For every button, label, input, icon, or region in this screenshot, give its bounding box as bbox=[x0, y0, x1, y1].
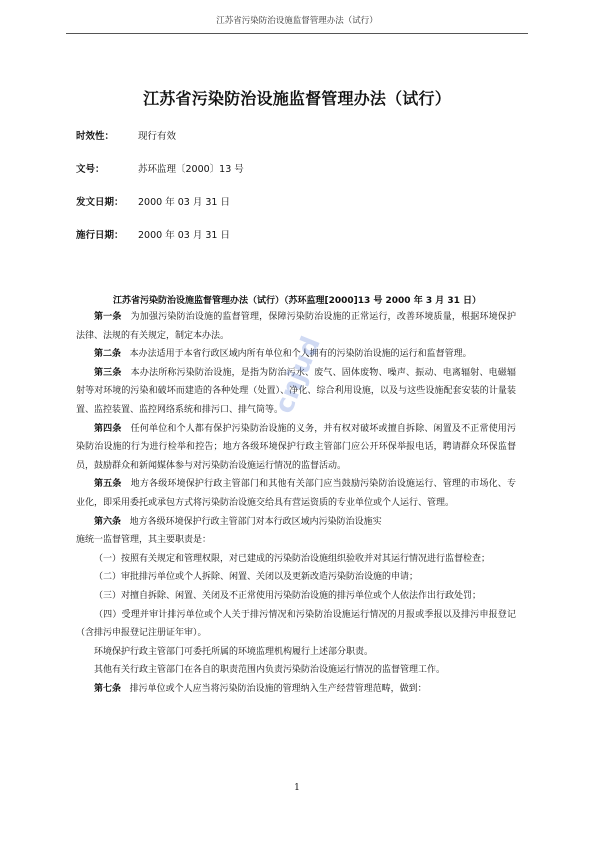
meta-key: 时效性： bbox=[76, 131, 115, 142]
running-header: 江苏省污染防治设施监督管理办法（试行） bbox=[216, 16, 378, 26]
paragraph-text: 地方各级环境保护行政主管部门对本行政区域内污染防治设施实 bbox=[129, 516, 382, 527]
meta-row-doc-number bbox=[76, 161, 516, 175]
meta-row-validity bbox=[76, 128, 516, 142]
meta-row-effective-date bbox=[76, 227, 516, 241]
paragraph bbox=[76, 513, 516, 532]
article-number: 第一条 bbox=[94, 312, 122, 322]
paragraph-text: （四）受理并审计排污单位或个人关于排污情况和污染防治设施运行情况的月报或季报以及排污申报登记（含排污申报登记注册证年审）。 bbox=[76, 609, 516, 639]
watermark-logo: cnjud bbox=[269, 332, 327, 418]
article-number: 第四条 bbox=[94, 423, 122, 434]
paragraph bbox=[76, 587, 516, 606]
paragraph-text: （二）审批排污单位或个人拆除、闲置、关闭以及更新改造污染防治设施的申请； bbox=[94, 572, 419, 583]
paragraph bbox=[76, 680, 516, 699]
meta-row-issue-date bbox=[76, 194, 516, 208]
body-title: 江苏省污染防治设施监督管理办法（试行）（苏环监理[2000]13 号 2000 年 3 月 31 日） bbox=[112, 296, 482, 306]
article-number: 第七条 bbox=[94, 683, 122, 694]
article-number: 第六条 bbox=[94, 516, 122, 527]
paragraph bbox=[76, 661, 516, 680]
meta-value: 2000 年 03 月 31 日 bbox=[138, 230, 230, 241]
paragraph bbox=[76, 531, 516, 550]
paragraph-text: 地方各级环境保护行政主管部门和其他有关部门应当鼓励污染防治设施运行、管理的市场化、专业化，即采用委托或承包方式将污染防治设施交给具有营运资质的专业单位或个人运行、管理。 bbox=[76, 479, 516, 508]
meta-key: 施行日期： bbox=[76, 230, 124, 241]
paragraph-text: 施统一监督管理，其主要职责是： bbox=[76, 535, 212, 546]
paragraph-text: 环境保护行政主管部门可委托所属的环境监理机构履行上述部分职责。 bbox=[94, 646, 374, 657]
header-divider bbox=[66, 33, 528, 34]
page-number: 1 bbox=[294, 783, 300, 793]
paragraph bbox=[76, 420, 516, 476]
article-number: 第二条 bbox=[94, 349, 122, 360]
paragraph-text: 本办法所称污染防治设施，是指为防治污水、废气、固体废物、噪声、振动、电离辐射、电磁辐射等对环境的污染和破坏而建造的各种处理（处置）、净化、综合利用设施，以及与这些设施配套安装的计量装置、监控装置、监控网络系统和排污口、排气筒等。 bbox=[76, 367, 516, 415]
paragraph bbox=[76, 475, 516, 512]
paragraph-text: 任何单位和个人都有保护污染防治设施的义务，并有权对破坏或擅自拆除、闲置及不正常使用污染防治设施的行为进行检举和控告；地方各级环境保护行政主管部门应公开环保举报电话，聘请群众环保监督员，鼓励群众和新闻媒体参与对污染防治设施运行情况的监督活动。 bbox=[76, 423, 516, 471]
meta-value: 现行有效 bbox=[138, 131, 177, 142]
meta-value: 2000 年 03 月 31 日 bbox=[138, 197, 230, 208]
paragraph-text: 本办法适用于本省行政区域内所有单位和个人拥有的污染防治设施的运行和监督管理。 bbox=[129, 349, 472, 360]
paragraph-text: （三）对擅自拆除、闲置、关闭及不正常使用污染防治设施的排污单位或个人依法作出行政处罚； bbox=[94, 590, 482, 601]
paragraph-text: 其他有关行政主管部门在各自的职责范围内负责污染防治设施运行情况的监督管理工作。 bbox=[94, 665, 446, 676]
paragraph bbox=[76, 550, 516, 569]
article-number: 第五条 bbox=[94, 479, 122, 490]
paragraph bbox=[76, 568, 516, 587]
paragraph-text: 为加强污染防治设施的监督管理，保障污染防治设施的正常运行，改善环境质量，根据环境保护法律、法规的有关规定，制定本办法。 bbox=[76, 312, 516, 341]
meta-key: 文号： bbox=[76, 164, 105, 175]
meta-key: 发文日期： bbox=[76, 197, 124, 208]
paragraph bbox=[76, 606, 516, 643]
paragraph bbox=[76, 643, 516, 662]
paragraph-text: 排污单位或个人应当将污染防治设施的管理纳入生产经营管理范畴，做到： bbox=[129, 683, 427, 694]
paragraph-text: （一）按照有关规定和管理权限，对已建成的污染防治设施组织验收并对其运行情况进行监督检查； bbox=[94, 553, 491, 564]
meta-value: 苏环监理〔2000〕13 号 bbox=[138, 164, 244, 175]
article-number: 第三条 bbox=[94, 367, 122, 378]
document-title: 江苏省污染防治设施监督管理办法（试行） bbox=[143, 89, 451, 108]
